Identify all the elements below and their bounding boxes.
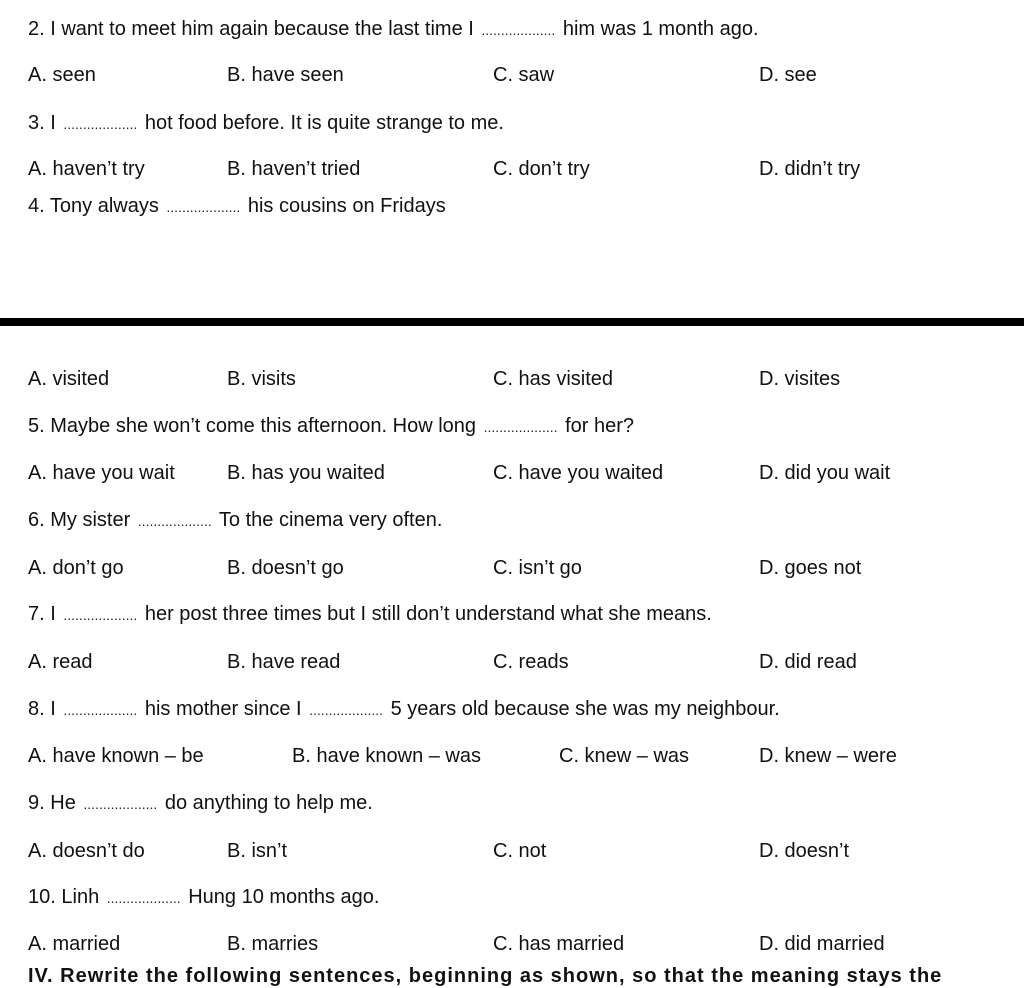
page-divider [0, 318, 1024, 326]
option-d: D. see [759, 64, 817, 86]
option-b: B. marries [227, 933, 319, 955]
answer-blank: ................... [63, 702, 138, 718]
option-a: A. have you wait [28, 462, 175, 484]
answer-blank: ................... [309, 702, 384, 718]
option-c: C. has married [493, 933, 625, 955]
option-c: C. isn’t go [493, 557, 582, 579]
answer-blank: ................... [63, 116, 138, 132]
option-a: A. read [28, 651, 93, 673]
option-b: B. doesn’t go [227, 557, 344, 579]
question-9: 9. He ................... do anything to help me. [28, 792, 373, 814]
answer-blank: ................... [483, 419, 558, 435]
answer-blank: ................... [63, 607, 138, 623]
option-b: B. have known – was [292, 745, 481, 767]
question-5: 5. Maybe she won’t come this afternoon. How long ................... for her? [28, 415, 634, 437]
option-b: B. isn’t [227, 840, 288, 862]
option-b: B. have seen [227, 64, 344, 86]
option-d: D. didn’t try [759, 158, 861, 180]
answer-blank: ................... [481, 22, 556, 38]
option-a: A. married [28, 933, 121, 955]
question-4: 4. Tony always ................... his cousins on Fridays [28, 195, 446, 217]
question-3: 3. I ................... hot food before. It is quite strange to me. [28, 112, 504, 134]
option-c: C. have you waited [493, 462, 664, 484]
option-d: D. goes not [759, 557, 862, 579]
question-2: 2. I want to meet him again because the last time I ................... him was 1 month ago. [28, 18, 759, 40]
option-a: A. don’t go [28, 557, 124, 579]
option-d: D. did you wait [759, 462, 891, 484]
option-a: A. doesn’t do [28, 840, 145, 862]
section-heading-cutoff: IV. Rewrite the following sentences, beginning as shown, so that the meaning stays the [28, 965, 943, 987]
question-7: 7. I ................... her post three times but I still don’t understand what she means. [28, 603, 712, 625]
option-a: A. seen [28, 64, 96, 86]
option-c: C. knew – was [559, 745, 690, 767]
option-d: D. did married [759, 933, 885, 955]
answer-blank: ................... [106, 890, 181, 906]
option-d: D. visites [759, 368, 841, 390]
option-b: B. has you waited [227, 462, 385, 484]
option-c: C. saw [493, 64, 555, 86]
question-8: 8. I ................... his mother since I ................... 5 years old because she was my neighbour. [28, 698, 780, 720]
option-a: A. visited [28, 368, 110, 390]
option-c: C. has visited [493, 368, 614, 390]
question-10: 10. Linh ................... Hung 10 months ago. [28, 886, 380, 908]
answer-blank: ................... [137, 513, 212, 529]
question-6: 6. My sister ................... To the cinema very often. [28, 509, 443, 531]
option-c: C. don’t try [493, 158, 590, 180]
option-a: A. have known – be [28, 745, 204, 767]
answer-blank: ................... [166, 199, 241, 215]
option-d: D. doesn’t [759, 840, 850, 862]
option-c: C. not [493, 840, 547, 862]
option-b: B. have read [227, 651, 341, 673]
option-b: B. visits [227, 368, 296, 390]
option-d: D. knew – were [759, 745, 897, 767]
answer-blank: ................... [83, 796, 158, 812]
option-b: B. haven’t tried [227, 158, 361, 180]
option-d: D. did read [759, 651, 857, 673]
option-c: C. reads [493, 651, 569, 673]
option-a: A. haven’t try [28, 158, 145, 180]
